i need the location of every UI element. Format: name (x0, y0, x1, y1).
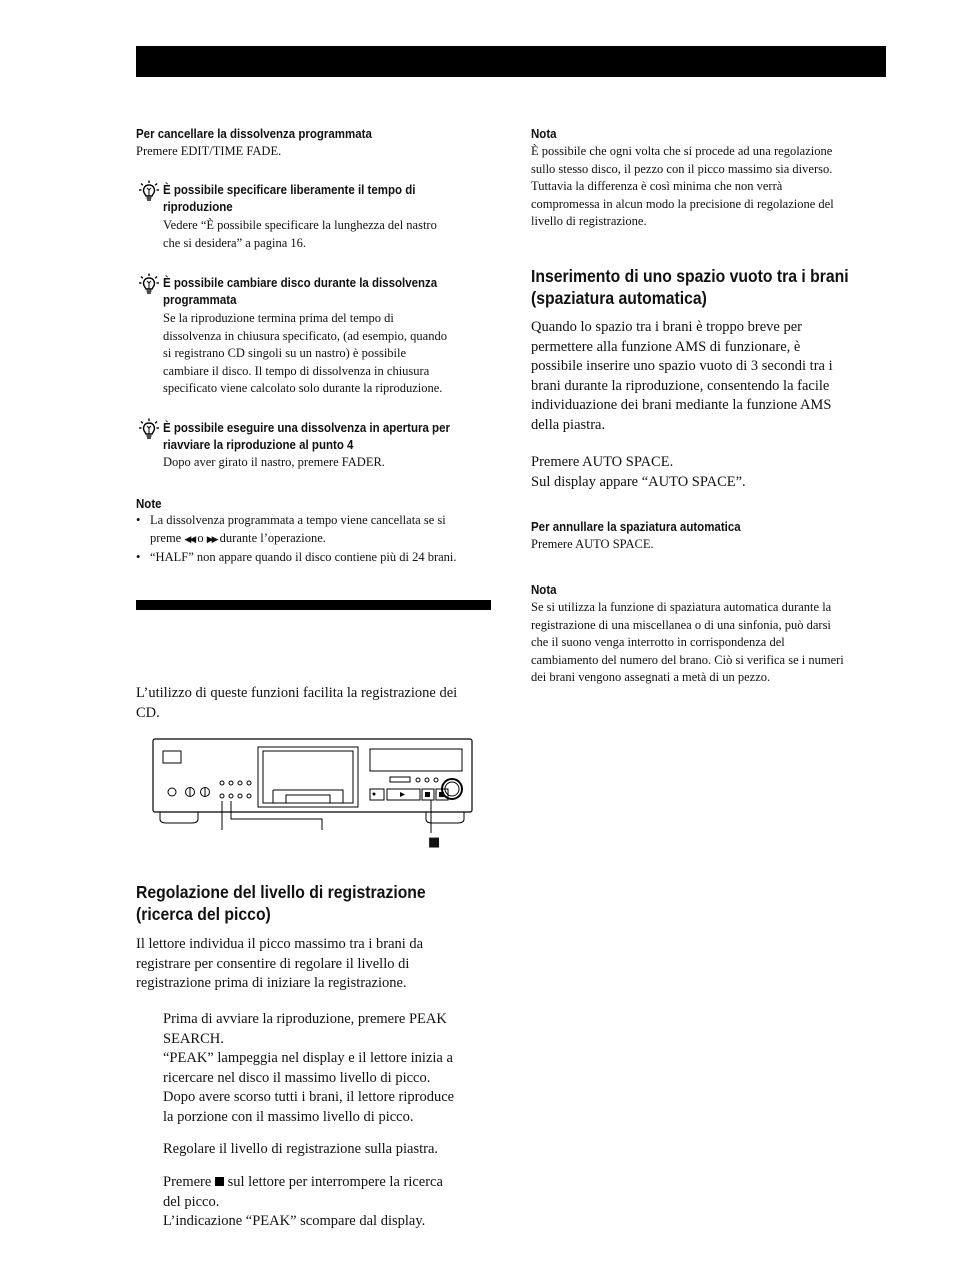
stop-button-callout-label: ■ (428, 835, 441, 850)
note-item: • “HALF” non appare quando il disco contiene più di 24 brani. (136, 549, 496, 567)
peak-step-2: Regolare il livello di registrazione sulla piastra. (163, 1141, 439, 1157)
nota2-heading: Nota (531, 583, 557, 597)
section-intro: L’utilizzo di queste funzioni facilita la registrazione dei CD. (136, 685, 458, 721)
auto-space-cancel-text: Premere AUTO SPACE. (531, 537, 654, 551)
tip2-body: Se la riproduzione termina prima del tempo di dissolvenza in chiusura specificato, (ad esempio, quando si registrano CD singoli su un nastro) è possibile cambiare il disco. Il tempo di dissolvenza in chiusura specificato viene calcolato solo durante la riproduzione. (163, 311, 447, 395)
peak-search-heading: Regolazione del livello di registrazione (ricerca del picco) (136, 882, 426, 924)
nota1-text: È possibile che ogni volta che si procede ad una regolazione sullo stesso disco, il pezzo con il picco massimo sia diverso. Tuttavia la differenza è così minima che non verrà compromessa in alcun modo la precisione di regolazione del livello di registrazione. (531, 144, 834, 228)
tip3-title: È possibile eseguire una dissolvenza in apertura per riavviare la riproduzione al punto 4 (163, 421, 450, 452)
notes-list (136, 512, 496, 567)
lightbulb-tip-icon (139, 180, 159, 204)
tip1-body: Vedere “È possibile specificare la lunghezza del nastro che si desidera” a pagina 16. (163, 218, 437, 250)
lightbulb-tip-icon (139, 418, 159, 442)
stop-icon (215, 1177, 224, 1186)
nota2-text: Se si utilizza la funzione di spaziatura automatica durante la registrazione di una miscellanea o di una sinfonia, può darsi che il suono venga interrotto in corrispondenza del cambiamento del numero del brano. Ciò si verifica se i numeri dei brani vengono assegnati a metà di un pezzo. (531, 600, 844, 684)
auto-space-heading: Inserimento di uno spazio vuoto tra i brani (spaziatura automatica) (531, 266, 849, 308)
notes-heading: Note (136, 497, 162, 511)
cancel-fade-heading: Per cancellare la dissolvenza programmata (136, 127, 372, 141)
note-item: • La dissolvenza programmata a tempo viene cancellata se si preme ◀◀ o ▶▶ durante l’operazione. (136, 513, 446, 545)
cancel-fade-text: Premere EDIT/TIME FADE. (136, 144, 282, 158)
auto-space-cancel-heading: Per annullare la spaziatura automatica (531, 520, 741, 534)
lightbulb-tip-icon (139, 273, 159, 297)
tip2-title: È possibile cambiare disco durante la dissolvenza programmata (163, 276, 438, 307)
auto-space-step: Premere AUTO SPACE. Sul display appare “AUTO SPACE”. (531, 454, 746, 490)
fast-forward-icon: ▶▶ (206, 534, 217, 545)
bullet-mark: • (136, 513, 141, 527)
peak-step-1: Prima di avviare la riproduzione, premere PEAK SEARCH. “PEAK” lampeggia nel display e il lettore inizia a ricercare nel disco il massimo livello di picco. Dopo avere scorso tutti i brani, il lettore riproduce la porzione con il massimo livello di picco. (163, 1011, 455, 1125)
auto-space-intro: Quando lo spazio tra i brani è troppo breve per permettere alla funzione AMS di funzionare, è possibile inserire uno spazio vuoto di 3 secondi tra i brani durante la riproduzione, consentendo la facile individuazione dei brani mediante la funzione AMS della piastra. (531, 319, 833, 433)
section-bar (136, 600, 491, 610)
peak-search-intro: Il lettore individua il picco massimo tra i brani da registrare per consentire di regolare il livello di registrazione prima di iniziare la registrazione. (136, 936, 424, 991)
tip3-body: Dopo aver girato il nastro, premere FADER. (163, 455, 385, 469)
rewind-icon: ◀◀ (184, 534, 195, 545)
bullet-mark: • (136, 550, 141, 564)
header-bar (136, 46, 886, 77)
tip1-title: È possibile specificare liberamente il tempo di riproduzione (163, 183, 416, 214)
peak-step-3: Premere sul lettore per interrompere la ricerca del picco. L’indicazione “PEAK” scompare dal display. (163, 1174, 443, 1229)
nota1-heading: Nota (531, 127, 557, 141)
